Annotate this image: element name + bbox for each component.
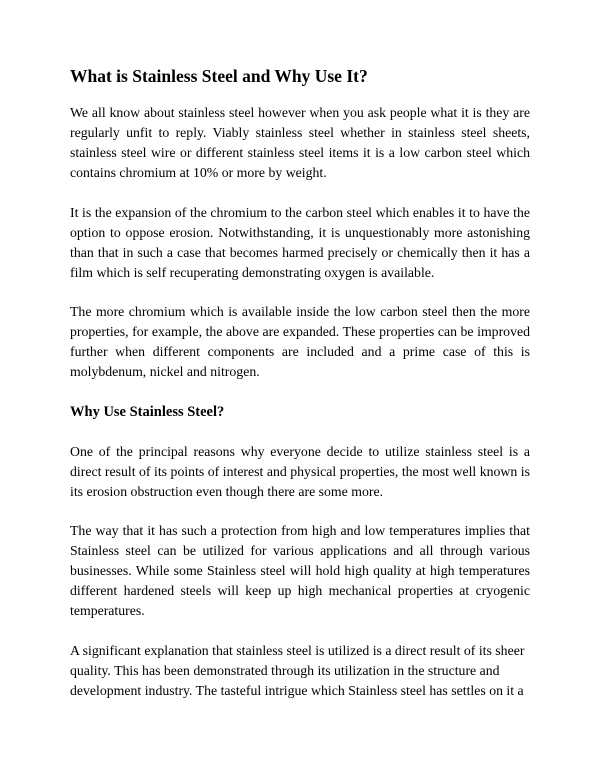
body-paragraph-3: A significant explanation that stainless steel is utilized is a direct result of its sheer quality. This has been demonstrated through its utilization in the structure and development industry. The tasteful intrigue which Stainless steel has settles on it a xyxy=(70,642,525,698)
intro-paragraph-1: We all know about stainless steel however when you ask people what it is they are regularly unfit to reply. Viably stainless steel whether in stainless steel sheets, stainless steel wire or different stainless steel items it is a low carbon steel which contains chromium at 10% or more by weight. xyxy=(70,105,530,180)
body-paragraph-1: One of the principal reasons why everyone decide to utilize stainless steel is a direct result of its points of interest and physical properties, the most well known is its erosion obstruction even though there are some more. xyxy=(70,443,530,499)
section-heading: Why Use Stainless Steel? xyxy=(70,403,225,420)
intro-paragraph-3: The more chromium which is available inside the low carbon steel then the more properties, for example, the above are expanded. These properties can be improved further when different components are included and a prime case of this is molybdenum, nickel and nitrogen. xyxy=(70,304,530,379)
intro-paragraph-2: It is the expansion of the chromium to the carbon steel which enables it to have the option to oppose erosion. Notwithstanding, it is unquestionably more astonishing than that in such a case that becomes harmed precisely or chemically then it has a film which is self recuperating demonstrating oxygen is available. xyxy=(70,204,530,280)
page-title: What is Stainless Steel and Why Use It? xyxy=(70,66,368,86)
body-paragraph-2: The way that it has such a protection from high and low temperatures implies that Stainless steel can be utilized for various applications and all through various businesses. While some Stainless steel will hold high quality at high temperatures different hardened steels will keep up high mechanical properties at cryogenic temperatures. xyxy=(70,523,530,618)
